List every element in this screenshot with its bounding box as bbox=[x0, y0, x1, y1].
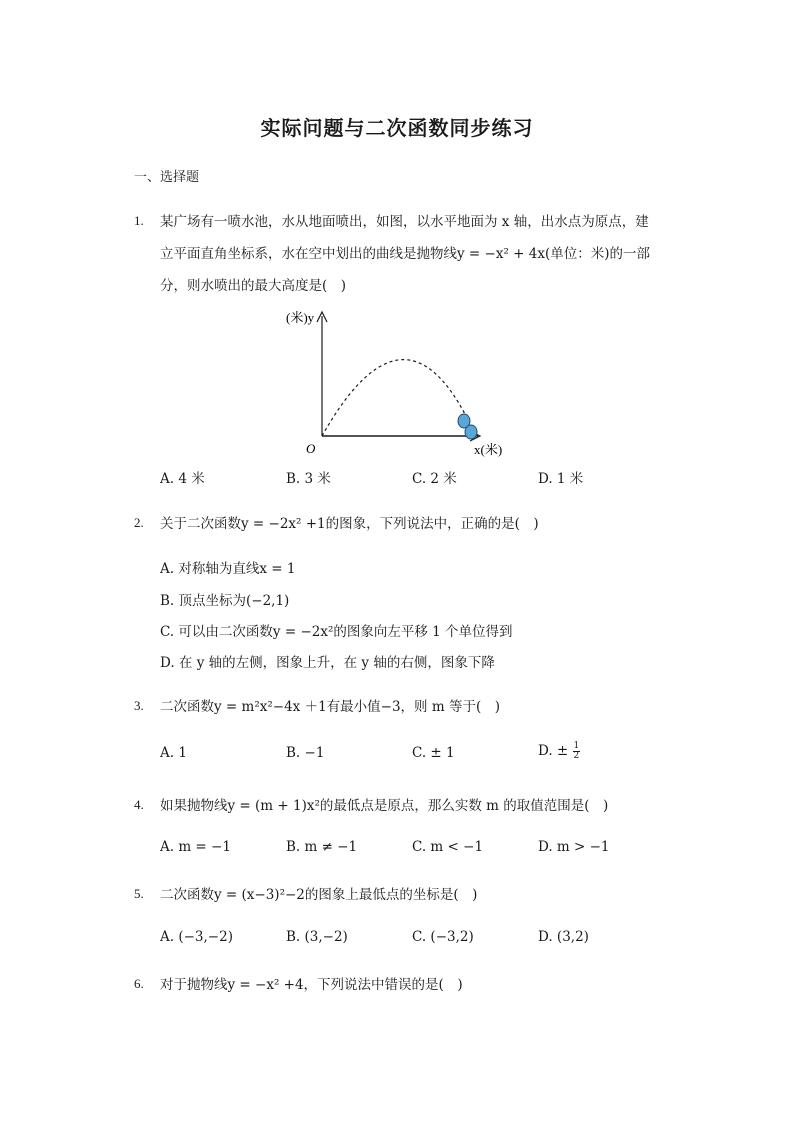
question-1-option-c: C. 2 米 bbox=[412, 471, 457, 487]
question-4-option-b: B. m ≠ −1 bbox=[286, 839, 358, 855]
question-5-option-b: B. (3,−2) bbox=[286, 929, 348, 945]
question-2-number: 2. bbox=[134, 515, 144, 530]
fraction-denominator: 2 bbox=[573, 751, 580, 761]
question-1-line-1: 某广场有一喷水池，水从地面喷出，如图，以水平地面为 x 轴，出水点为原点，建 bbox=[160, 214, 649, 230]
origin-label: O bbox=[306, 441, 316, 456]
question-4-option-d: D. m > −1 bbox=[538, 839, 610, 855]
question-6-stem: 对于抛物线y = −x² +4，下列说法中错误的是( ) bbox=[160, 977, 463, 993]
question-1-option-d: D. 1 米 bbox=[538, 471, 584, 487]
question-1-option-a: A. 4 米 bbox=[160, 471, 205, 487]
question-1-figure bbox=[282, 308, 522, 458]
question-5-option-c: C. (−3,2) bbox=[412, 929, 474, 945]
question-2-option-d: D. 在 y 轴的左侧，图象上升，在 y 轴的右侧，图象下降 bbox=[160, 655, 495, 671]
question-3-option-a: A. 1 bbox=[160, 745, 187, 761]
question-4-option-a: A. m = −1 bbox=[160, 839, 231, 855]
section-heading: 一、选择题 bbox=[134, 170, 200, 185]
parabola-curve bbox=[322, 360, 466, 436]
question-3-option-c: C. ± 1 bbox=[412, 745, 455, 761]
question-1-option-b: B. 3 米 bbox=[286, 471, 331, 487]
question-3-number: 3. bbox=[134, 698, 144, 713]
question-2-option-c: C. 可以由二次函数y = −2x²的图象向左平移 1 个单位得到 bbox=[160, 624, 513, 640]
question-5-stem: 二次函数y = (x−3)²−2的图象上最低点的坐标是( ) bbox=[160, 887, 478, 903]
question-5-option-d: D. (3,2) bbox=[538, 929, 589, 945]
question-5-option-a: A. (−3,−2) bbox=[160, 929, 233, 945]
question-3-option-b: B. −1 bbox=[286, 745, 325, 761]
question-3-option-d-label: D. ± bbox=[538, 743, 569, 759]
question-3-option-d bbox=[538, 742, 580, 761]
x-axis-label: x(米) bbox=[474, 442, 503, 457]
question-1-line-2: 立平面直角坐标系，水在空中划出的曲线是抛物线y = −x² + 4x(单位：米)的一部 bbox=[160, 246, 650, 262]
page-title: 实际问题与二次函数同步练习 bbox=[260, 116, 534, 140]
question-2-option-b: B. 顶点坐标为(−2,1) bbox=[160, 593, 290, 609]
question-2-option-a: A. 对称轴为直线x = 1 bbox=[160, 561, 296, 577]
fraction-one-half bbox=[573, 742, 581, 761]
question-5-number: 5. bbox=[134, 886, 144, 901]
question-4-stem: 如果抛物线y = (m + 1)x²的最低点是原点，那么实数 m 的取值范围是( ) bbox=[160, 798, 609, 814]
question-2-stem: 关于二次函数y = −2x² +1的图象，下列说法中，正确的是( ) bbox=[160, 516, 539, 532]
question-4-number: 4. bbox=[134, 797, 144, 812]
question-6-number: 6. bbox=[134, 976, 144, 991]
fraction-numerator: 1 bbox=[573, 741, 580, 751]
water-drop bbox=[465, 425, 477, 439]
question-1-line-3: 分，则水喷出的最大高度是( ) bbox=[160, 278, 347, 294]
question-4-option-c: C. m < −1 bbox=[412, 839, 484, 855]
y-axis-label: (米)y bbox=[286, 310, 315, 325]
question-3-stem: 二次函数y = m²x²−4x ＋1有最小值−3，则 m 等于( ) bbox=[160, 699, 500, 715]
question-1-number: 1. bbox=[134, 213, 144, 228]
